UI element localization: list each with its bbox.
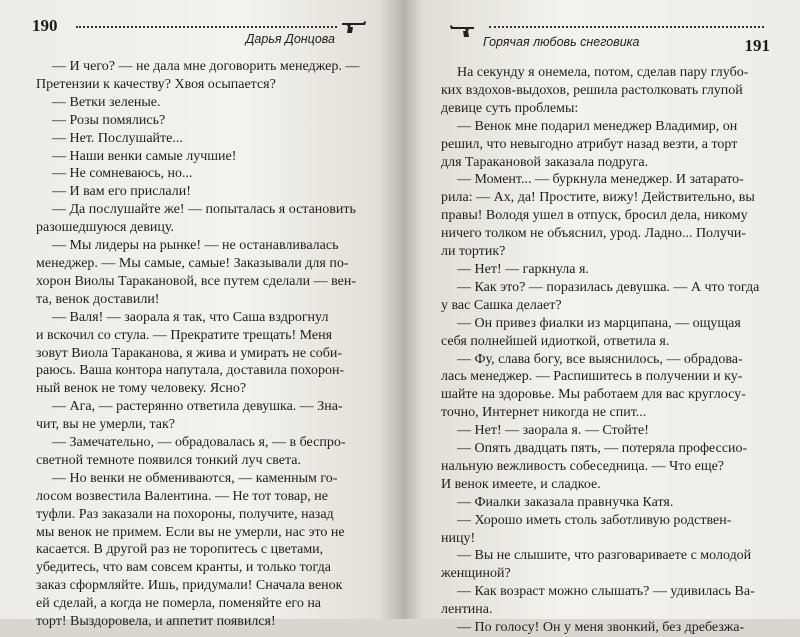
text-line: шайте на здоровье. Мы работаем для вас круглосу- bbox=[441, 387, 746, 403]
text-line: — Розы помялись? bbox=[52, 112, 166, 128]
text-line: нальную вежливость собеседница. — Что еще? bbox=[441, 458, 725, 474]
text-line: — Как это? — поразилась девушка. — А что тогда bbox=[457, 279, 760, 295]
text-line: туфли. Раз заказали на похороны, получите, назад bbox=[36, 506, 334, 522]
text-line: лосом возвестила Валентина. — Не тот товар, не bbox=[36, 488, 328, 504]
right-page-header bbox=[441, 0, 778, 55]
text-line: решил, что невыгодно атрибут назад везти, а торт bbox=[441, 136, 738, 152]
text-line: На секунду я онемела, потом, сделав пару глубо- bbox=[457, 65, 749, 80]
text-line: — Нет! — гаркнула я. bbox=[457, 261, 589, 277]
text-line: — Замечательно, — обрадовалась я, — в беспро- bbox=[52, 435, 346, 451]
running-head-author: Дарья Донцова bbox=[245, 32, 335, 46]
right-page bbox=[403, 0, 800, 636]
text-line: — Фу, слава богу, все выяснилось, — обрадова- bbox=[457, 351, 743, 367]
text-line: лась менеджер. — Распишитесь в получении и ку- bbox=[441, 369, 743, 385]
pistol-icon bbox=[449, 24, 475, 38]
text-line: чит, вы не умерли, так? bbox=[36, 417, 176, 433]
text-line: у вас Сашка делает? bbox=[441, 297, 562, 313]
text-line: — По голосу! Он у меня звонкий, без дребезжа- bbox=[457, 620, 745, 636]
text-line: — Венок мне подарил менеджер Владимир, он bbox=[457, 118, 738, 134]
text-line: ницу! bbox=[441, 530, 476, 546]
text-line: раюсь. Ваша контора напутала, доставила похорон- bbox=[36, 363, 345, 379]
text-line: И венок имеете, и сладкое. bbox=[441, 476, 601, 492]
left-page-text bbox=[22, 44, 381, 631]
text-line: ничего толком не объяснил, урод. Ладно... Получи- bbox=[441, 226, 747, 242]
text-line: ный венок не тому человеку. Ясно? bbox=[36, 381, 247, 397]
text-line: — И чего? — не дала мне договорить менеджер. — bbox=[52, 59, 360, 74]
text-line: торт! Выздоровела, и аппетит появился! bbox=[36, 614, 276, 630]
text-line: светной темноте появился тонкий луч света. bbox=[36, 452, 301, 468]
text-line: — Момент... — буркнула менеджер. И затарато- bbox=[457, 172, 744, 188]
text-line: касается. В другой раз не торопитесь с цветами, bbox=[36, 542, 324, 558]
text-line: — Ага, — растерянно ответила девушка. — Зна- bbox=[52, 399, 343, 415]
text-line: — Да послушайте же! — попыталась я остановить bbox=[52, 202, 356, 218]
page-number-right: 191 bbox=[744, 36, 770, 55]
text-line: ких вздохов-выдохов, решила растолковать глупой bbox=[441, 82, 743, 98]
text-line: — Валя! — заорала я так, что Саша вздрогнул bbox=[52, 309, 329, 325]
text-line: — Не сомневаюсь, но... bbox=[52, 166, 193, 182]
text-line: — Наши венки самые лучшие! bbox=[52, 148, 237, 164]
text-line: — Как возраст можно слышать? — удивилась Ва- bbox=[457, 584, 755, 600]
text-line: девице суть проблемы: bbox=[441, 100, 579, 116]
text-line: точно, Интернет никогда не спит... bbox=[441, 405, 647, 421]
header-dotted-rule bbox=[76, 26, 337, 28]
text-line: — Мы лидеры на рынке! — не останавливалась bbox=[52, 238, 339, 254]
text-line: — И вам его прислали! bbox=[52, 184, 191, 200]
text-line: себя полнейшей идиоткой, ответила я. bbox=[441, 333, 670, 349]
text-line: — Хорошо иметь столь заботливую родствен- bbox=[457, 512, 732, 528]
text-line: ли тортик? bbox=[441, 244, 506, 260]
page-number-left: 190 bbox=[32, 16, 58, 35]
text-line: та, венок доставили! bbox=[36, 291, 160, 307]
text-line: хорон Виолы Таракановой, все путем сделали — вен- bbox=[36, 273, 356, 289]
text-line: ей сделай, а когда не померла, поменяйте его на bbox=[36, 596, 322, 612]
text-line: убедитесь, что вам совсем кранты, и только тогда bbox=[36, 560, 331, 576]
text-line: заказ сформляйте. Ишь, придумали! Сначала венок bbox=[36, 578, 343, 594]
text-line: — Вы не слышите, что разговариваете с молодой bbox=[457, 548, 752, 564]
right-page-text bbox=[441, 44, 778, 637]
text-line: — Нет. Послушайте... bbox=[52, 130, 183, 146]
text-line: мы венок не примем. Если вы не умерли, нас это не bbox=[36, 524, 345, 540]
left-page bbox=[0, 0, 403, 630]
text-line: Претензии к качеству? Хвоя осыпается? bbox=[36, 76, 276, 92]
text-line: — Фиалки заказала правнучка Катя. bbox=[457, 494, 674, 510]
text-line: — Ветки зеленые. bbox=[52, 94, 161, 110]
text-line: рила: — Ах, да! Простите, вижу! Действительно, вы bbox=[441, 190, 755, 206]
header-dotted-rule bbox=[489, 26, 764, 28]
text-line: — Опять двадцать пять, — потеряла профессио- bbox=[457, 441, 748, 457]
running-head-title: Горячая любовь снеговика bbox=[483, 35, 640, 49]
pistol-icon bbox=[341, 20, 367, 34]
text-line: для Таракановой заказала подруга. bbox=[441, 154, 649, 170]
text-line: лентина. bbox=[441, 602, 493, 618]
text-line: — Нет! — заорала я. — Стойте! bbox=[457, 423, 649, 439]
left-page-header bbox=[22, 0, 381, 44]
text-line: разошедшуюся девицу. bbox=[36, 220, 175, 236]
text-line: менеджер. — Мы самые, самые! Заказывали для по- bbox=[36, 255, 349, 271]
text-line: — Он привез фиалки из марципана, — ощущая bbox=[457, 315, 741, 331]
text-line: зовут Виола Тараканова, я жива и умирать не соби- bbox=[36, 345, 343, 361]
text-line: правы! Володя ушел в отпуск, бросил дела, никому bbox=[441, 208, 748, 224]
text-line: и вскочил со стула. — Прекратите трещать! Меня bbox=[36, 327, 333, 343]
text-line: женщиной? bbox=[441, 566, 511, 582]
text-line: — Но венки не обмениваются, — каменным го- bbox=[52, 470, 338, 486]
